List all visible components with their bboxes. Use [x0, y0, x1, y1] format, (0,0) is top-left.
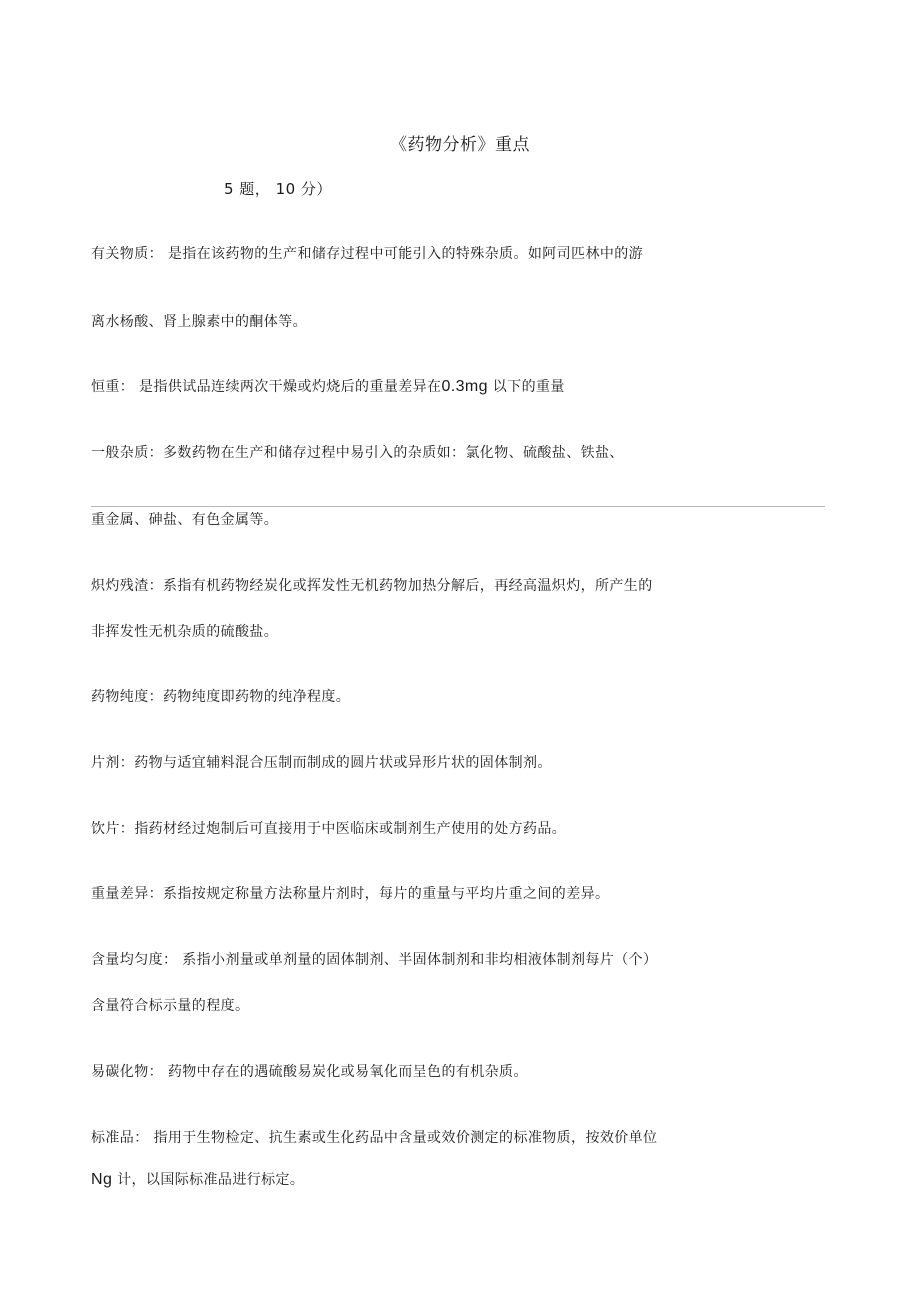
text-line: 非挥发性无机杂质的硫酸盐。	[91, 624, 279, 640]
text-line: 含量均匀度： 系指小剂量或单剂量的固体制剂、半固体制剂和非均相液体制剂每片（个）	[91, 952, 658, 968]
text-line: 有关物质： 是指在该药物的生产和储存过程中可能引入的特殊杂质。如阿司匹林中的游	[91, 246, 644, 262]
horizontal-divider	[91, 506, 825, 507]
text-line: 一般杂质：多数药物在生产和储存过程中易引入的杂质如：氯化物、硫酸盐、铁盐、	[91, 445, 624, 461]
text-line: 炽灼残渣：系指有机药物经炭化或挥发性无机药物加热分解后，再经高温炽灼，所产生的	[91, 578, 653, 594]
text-segment: 0.3mg	[441, 378, 488, 395]
text-segment: Ng	[91, 1171, 113, 1188]
text-line	[91, 1169, 304, 1189]
text-line: 易碳化物： 药物中存在的遇硫酸易炭化或易氧化而呈色的有机杂质。	[91, 1064, 528, 1080]
text-line: 饮片：指药材经过炮制后可直接用于中医临床或制剂生产使用的处方药品。	[91, 821, 567, 837]
document-title: 《药物分析》重点	[390, 135, 530, 155]
text-line: 药物纯度：药物纯度即药物的纯净程度。	[91, 689, 351, 705]
text-line	[91, 376, 565, 396]
text-line: 离水杨酸、肾上腺素中的酮体等。	[91, 314, 307, 330]
text-segment: 以下的重量	[487, 379, 565, 395]
text-segment: 恒重： 是指供试品连续两次干燥或灼烧后的重量差异在	[91, 379, 442, 395]
text-line: 重量差异：系指按规定称量方法称量片剂时，每片的重量与平均片重之间的差异。	[91, 886, 610, 902]
text-line: 片剂：药物与适宜辅料混合压制而制成的圆片状或异形片状的固体制剂。	[91, 755, 552, 771]
text-line: 重金属、砷盐、有色金属等。	[91, 512, 279, 528]
text-segment: 计，以国际标准品进行标定。	[112, 1172, 305, 1188]
document-subtitle: 5 题， 10 分）	[224, 180, 332, 198]
text-line: 含量符合标示量的程度。	[91, 998, 250, 1014]
text-line: 标准品： 指用于生物检定、抗生素或生化药品中含量或效价测定的标准物质，按效价单位	[91, 1130, 658, 1146]
